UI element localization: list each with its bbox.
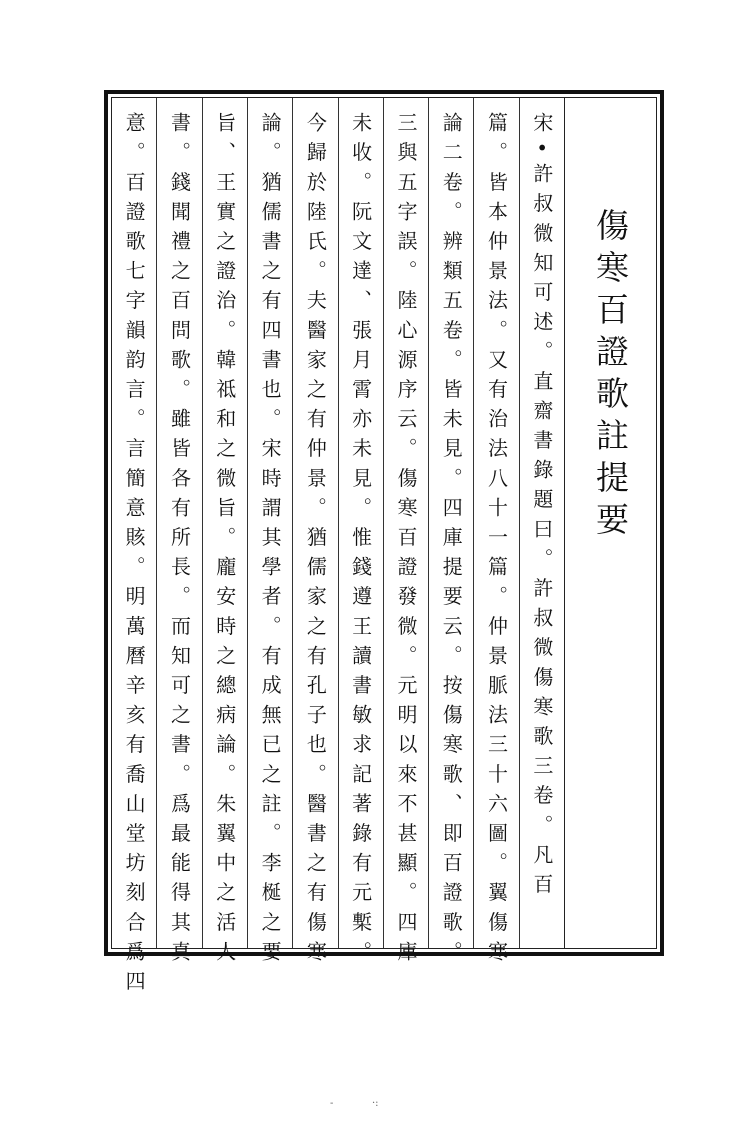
title-column [564,98,656,948]
footer-mark: ·: [372,1098,379,1109]
text-column-3 [428,98,473,971]
column-text: 論二卷。辨類五卷。皆未見。四庫提要云。按傷寒歌、即百證歌。 [439,112,464,971]
text-column-5 [338,98,383,971]
document-title: 傷寒百證歌註提要 [591,208,630,544]
page-border [104,90,664,1000]
text-column-9 [156,98,201,971]
text-column-10 [112,98,156,1000]
text-column-8 [202,98,247,971]
column-text: 未收。阮文達、張月霄亦未見。惟錢遵王讀書敏求記著錄有元槧。 [348,112,373,971]
column-text: 今歸於陸氏。夫醫家之有仲景。猶儒家之有孔子也。醫書之有傷寒 [303,112,328,971]
column-text: 三與五字誤。陸心源序云。傷寒百證發微。元明以來不甚顯。四庫 [393,112,418,971]
column-text: 意。百證歌七字韻韵言。言簡意賅。明萬曆辛亥有喬山堂坊刻合爲四 [122,112,147,1000]
column-text: 書。錢聞禮之百問歌。雖皆各有所長。而知可之書。爲最能得其真 [167,112,192,971]
text-column-4 [383,98,428,971]
text-column-1 [519,98,564,948]
column-text: 宋•許叔微知可述。直齋書錄題曰。許叔微傷寒歌三卷。凡百 [529,112,554,903]
column-text: 篇。皆本仲景法。又有治法八十一篇。仲景脈法三十六圖。翼傷寒 [484,112,509,971]
text-column-2 [473,98,518,971]
text-column-6 [292,98,337,971]
text-column-7 [247,98,292,971]
column-text: 旨、王實之證治。韓祗和之微旨。龐安時之總病論。朱翼中之活人 [212,112,237,971]
column-text: 論。猶儒書之有四書也。宋時謂其學者。有成無已之註。李梴之要 [258,112,283,971]
text-frame [111,97,657,1000]
footer-mark: - [330,1098,334,1109]
